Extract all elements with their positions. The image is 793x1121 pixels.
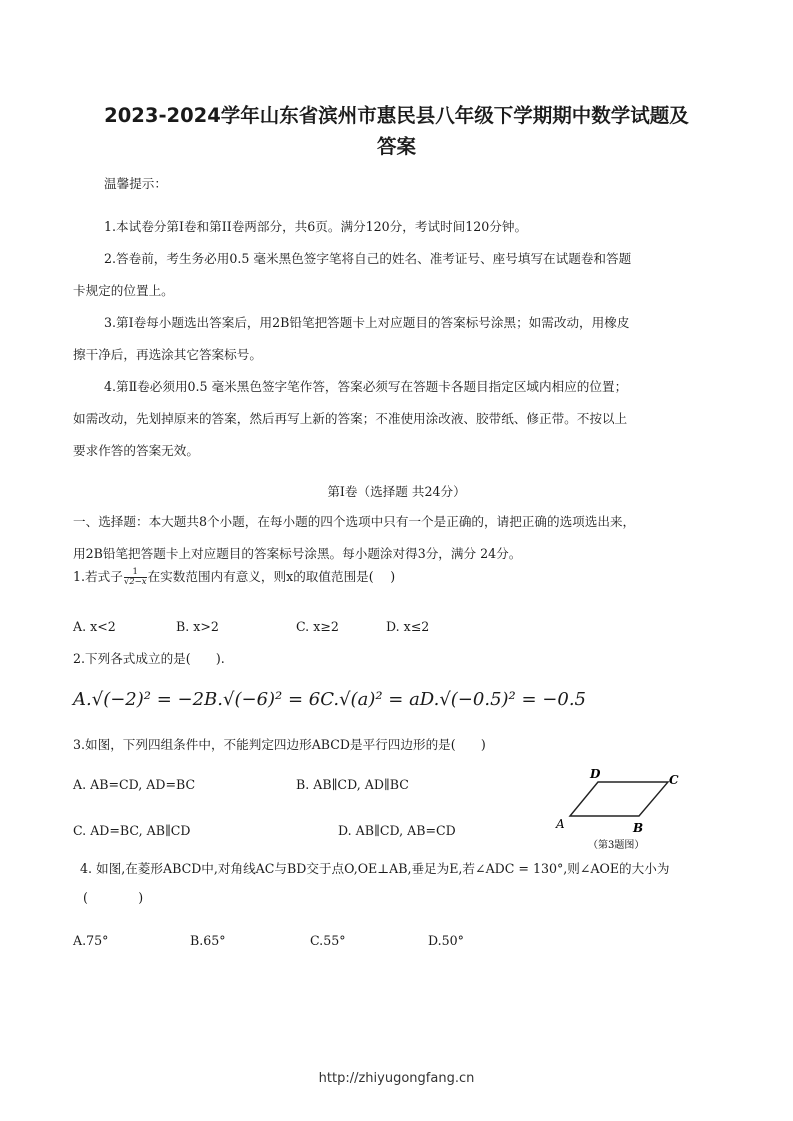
vertex-label-b: B (633, 821, 644, 835)
q1-frac-den: √2−x (123, 577, 147, 587)
tip-3: 3.第Ⅰ卷每小题选出答案后，用2B铅笔把答题卡上对应题目的答案标号涂黑；如需改动，用橡皮 (104, 315, 630, 330)
vertex-label-d: D (590, 767, 601, 781)
q1-option-c: C. x≥2 (296, 619, 339, 634)
tip-4-cont-1: 如需改动，先划掉原来的答案，然后再写上新的答案；不准使用涂改液、胶带纸、修正带。不按以上 (73, 411, 628, 426)
vertex-label-c: C (669, 773, 679, 787)
footer-url: http://zhiyugongfang.cn (318, 1071, 475, 1086)
q1-option-b: B. x>2 (176, 619, 219, 634)
q2-options-line: A.√(−2)² = −2B.√(−6)² = 6C.√(a)² = aD.√(−0.5)² = −0.5 (73, 689, 586, 710)
q1-option-d: D. x≤2 (386, 619, 430, 634)
q3-option-b: B. AB∥CD, AD∥BC (296, 777, 409, 792)
question-4-stem: 4. 如图,在菱形ABCD中,对角线AC与BD交于点O,OE⊥AB,垂足为E,若∠ADC = 130°,则∠AOE的大小为 (80, 861, 670, 876)
tip-2: 2.答卷前，考生务必用0.5 毫米黑色签字笔将自己的姓名、准考证号、座号填写在试题卷和答题 (104, 251, 632, 266)
tip-4: 4.第Ⅱ卷必须用0.5 毫米黑色签字笔作答，答案必须写在答题卡各题目指定区域内相应的位置； (104, 379, 628, 394)
vertex-label-a: A (556, 817, 565, 831)
q1-suffix: 在实数范围内有意义，则x的取值范围是( ) (147, 569, 396, 584)
q1-prefix: 1.若式子 (73, 569, 123, 584)
q4-option-b: B.65° (190, 933, 226, 948)
q1-fraction (124, 568, 147, 587)
part-intro-1: 一、选择题：本大题共8个小题，在每小题的四个选项中只有一个是正确的，请把正确的选项选出来， (73, 514, 636, 529)
tip-heading: 温馨提示： (104, 176, 167, 191)
question-3-stem: 3.如图，下列四组条件中，不能判定四边形ABCD是平行四边形的是( ) (73, 737, 486, 752)
q3-option-a: A. AB=CD, AD=BC (73, 777, 196, 792)
question-2-stem: 2.下列各式成立的是( ). (73, 651, 225, 666)
q3-option-d: D. AB∥CD, AB=CD (338, 823, 456, 838)
q4-option-c: C.55° (310, 933, 346, 948)
q1-frac-num: 1 (124, 568, 147, 578)
tip-1: 1.本试卷分第Ⅰ卷和第II卷两部分，共6页。满分120分，考试时间120分钟。 (104, 219, 528, 234)
figure-caption: （第3题图） (588, 840, 645, 851)
q4-option-d: D.50° (428, 933, 464, 948)
tip-2-cont: 卡规定的位置上。 (73, 283, 174, 298)
q4-answer-paren: ( ) (83, 890, 144, 905)
q1-option-a: A. x<2 (73, 619, 116, 634)
tip-4-cont-2: 要求作答的答案无效。 (73, 443, 199, 458)
parallelogram-shape (570, 782, 668, 816)
section-title: 第Ⅰ卷（选择题 共24分） (327, 484, 466, 499)
title-line-1: 2023-2024学年山东省滨州市惠民县八年级下学期期中数学试题及 (104, 104, 689, 127)
question-1-stem (73, 568, 395, 587)
q3-parallelogram-figure (548, 760, 698, 855)
q4-option-a: A.75° (73, 933, 109, 948)
title-line-2: 答案 (376, 135, 416, 158)
q3-option-c: C. AD=BC, AB∥CD (73, 823, 191, 838)
part-intro-2: 用2B铅笔把答题卡上对应题目的答案标号涂黑。每小题涂对得3分，满分 24分。 (73, 546, 522, 561)
tip-3-cont: 擦干净后，再选涂其它答案标号。 (73, 347, 262, 362)
page-title (70, 100, 723, 162)
